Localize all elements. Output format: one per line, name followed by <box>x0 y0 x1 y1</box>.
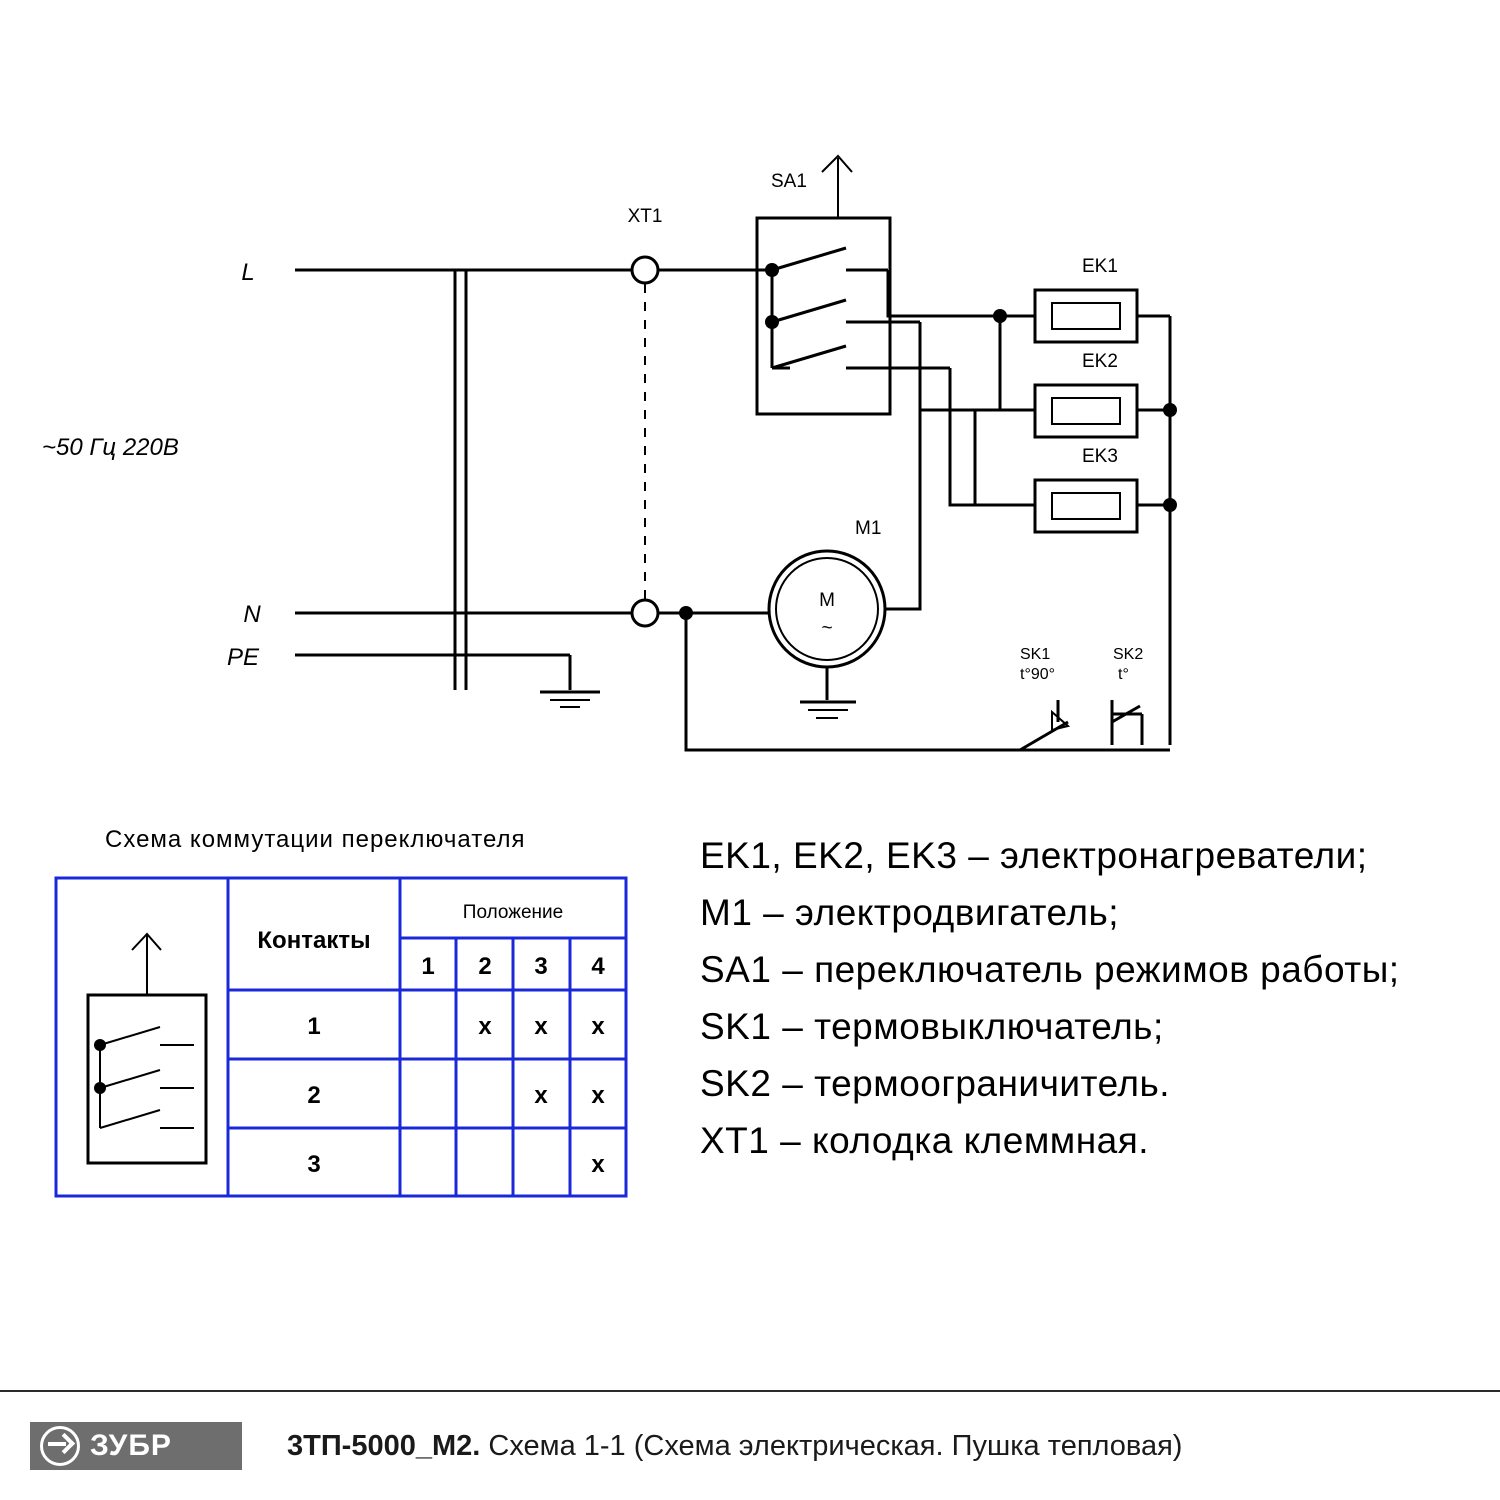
switch-table-col-contacts: Контакты <box>257 927 371 954</box>
switch-table-col-position: Положение <box>462 902 564 923</box>
switch-table-pos-1: 1 <box>421 953 435 980</box>
rail-label-l: L <box>241 259 255 286</box>
switch-table-cell-r2c3: x <box>534 1082 548 1109</box>
sa1-blade-3 <box>772 346 846 368</box>
switch-table-pos-3: 3 <box>534 953 548 980</box>
table-switch-blade-3 <box>100 1110 160 1128</box>
legend-line-1: EK1, EK2, EK3 – электронагреватели; <box>700 835 1368 876</box>
legend-line-3: SA1 – переключатель режимов работы; <box>700 949 1400 990</box>
ek3-body <box>1035 480 1137 532</box>
legend-line-2: M1 – электродвигатель; <box>700 892 1120 933</box>
switch-table-cell-r1c3: x <box>534 1013 548 1040</box>
legend-line-5: SK2 – термоограничитель. <box>700 1063 1171 1104</box>
sk2-sublabel: t° <box>1118 666 1129 683</box>
switch-table-cell-r1c2: x <box>478 1013 492 1040</box>
model-number: 3ТП-5000_М2. <box>287 1429 481 1462</box>
arrow-circle-icon <box>40 1426 80 1466</box>
ek2-label: EK2 <box>1082 351 1118 372</box>
rail-label-n: N <box>243 601 261 628</box>
return-node-ek3 <box>1163 498 1177 512</box>
table-switch-enclosure <box>88 995 206 1163</box>
m1-symbol-letter: M <box>819 590 835 611</box>
ek3-label: EK3 <box>1082 446 1118 467</box>
switch-table-row-contact-2: 2 <box>307 1082 321 1109</box>
brand-logo <box>30 1422 242 1470</box>
sa1-branch-to-ek3 <box>950 368 1035 505</box>
ek3-element <box>1052 493 1120 519</box>
ek1-body <box>1035 290 1137 342</box>
sa1-label: SA1 <box>771 171 807 192</box>
m1-label: M1 <box>855 518 882 539</box>
legend-line-6: XT1 – колодка клеммная. <box>700 1120 1150 1161</box>
sa1-blade-2 <box>772 300 846 322</box>
ek2-element <box>1052 398 1120 424</box>
sa1-branch-to-ek1 <box>888 270 1035 316</box>
sk2-label: SK2 <box>1113 646 1144 663</box>
footer-bar <box>0 1390 1500 1500</box>
table-switch-blade-1 <box>100 1027 160 1045</box>
sa1-enclosure <box>757 218 890 414</box>
ek1-label: EK1 <box>1082 256 1118 277</box>
xt1-terminal-l <box>632 257 658 283</box>
switch-table-pos-4: 4 <box>591 953 605 980</box>
table-switch-blade-2 <box>100 1070 160 1088</box>
switch-table-cell-r1c4: x <box>591 1013 605 1040</box>
switch-table-title: Схема коммутации переключателя <box>105 826 526 853</box>
legend-line-4: SK1 – термовыключатель; <box>700 1006 1164 1047</box>
return-node-ek2 <box>1163 403 1177 417</box>
brand-name: ЗУБР <box>90 1429 172 1462</box>
sa1-branch-to-ek2 <box>920 322 1035 410</box>
switch-table-row-contact-3: 3 <box>307 1151 321 1178</box>
xt1-label: XT1 <box>627 206 663 227</box>
switch-table-pos-2: 2 <box>478 953 492 980</box>
sheet-description: Схема 1-1 (Схема электрическая. Пушка тепловая) <box>488 1429 1183 1462</box>
rail-label-pe: PE <box>226 644 260 671</box>
sk1-thermal-marker <box>1052 712 1068 730</box>
ek2-body <box>1035 385 1137 437</box>
ek1-element <box>1052 303 1120 329</box>
supply-voltage-label: ~50 Гц 220В <box>42 434 179 461</box>
switch-table-cell-r2c4: x <box>591 1082 605 1109</box>
bottom-return-loop <box>686 613 1170 750</box>
sk1-label: SK1 <box>1020 646 1051 663</box>
switch-table-cell-r3c4: x <box>591 1151 605 1178</box>
sa1-blade-1 <box>772 248 846 270</box>
sk1-sublabel: t°90° <box>1020 666 1056 683</box>
m1-symbol-type: ~ <box>821 618 833 639</box>
switch-table-row-contact-1: 1 <box>307 1013 321 1040</box>
sk1-blade <box>1020 722 1068 750</box>
xt1-terminal-n <box>632 600 658 626</box>
footer-caption <box>287 1430 1182 1463</box>
